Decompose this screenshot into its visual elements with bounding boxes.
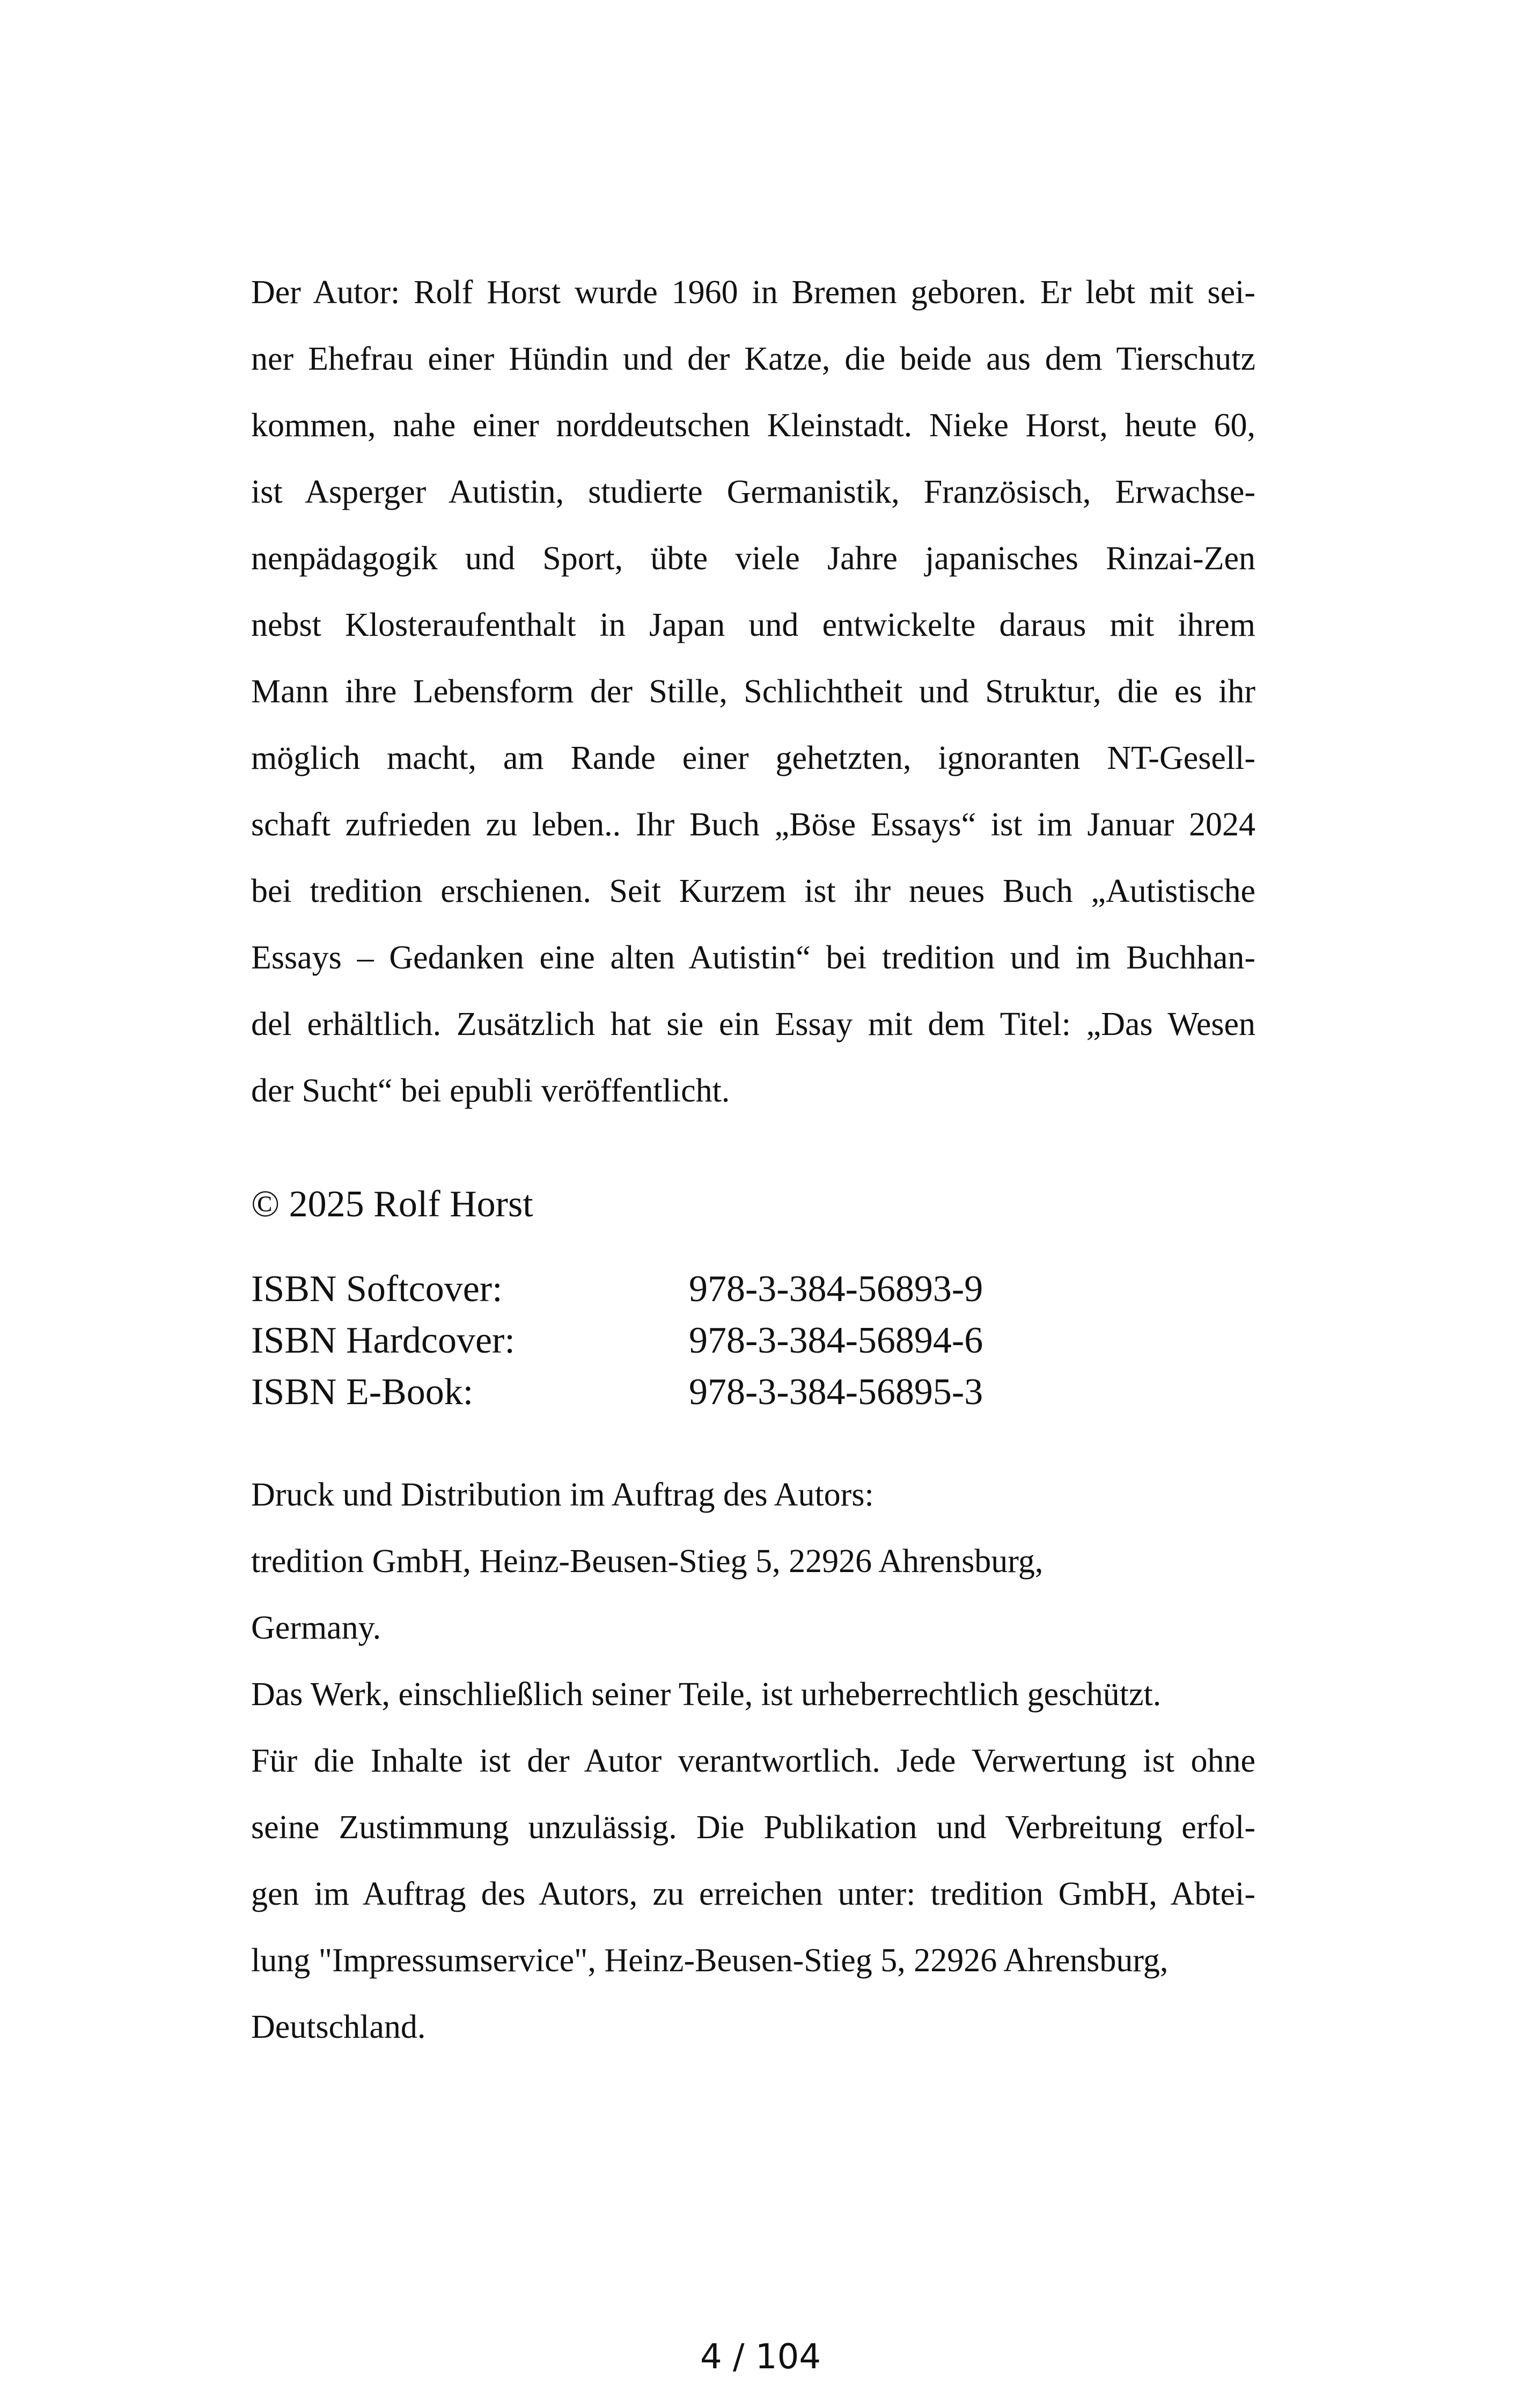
imprint-line: Druck und Distribution im Auftrag des Autors: xyxy=(251,1477,874,1513)
imprint-line: Germany. xyxy=(251,1610,381,1646)
bio-line: Der Autor: Rolf Horst wurde 1960 in Bremen geboren. Er lebt mit sei- xyxy=(251,274,1255,311)
imprint-line: lung "Impressumservice", Heinz-Beusen-Stieg 5, 22926 Ahrensburg, xyxy=(251,1942,1169,1979)
bio-line: schaft zufrieden zu leben.. Ihr Buch „Böse Essays“ ist im Januar 2024 xyxy=(251,806,1255,843)
imprint-line: Für die Inhalte ist der Autor verantwortlich. Jede Verwertung ist ohne xyxy=(251,1743,1255,1779)
imprint-line: Das Werk, einschließlich seiner Teile, ist urheberrechtlich geschützt. xyxy=(251,1676,1162,1713)
imprint-line: seine Zustimmung unzulässig. Die Publikation und Verbreitung erfol- xyxy=(251,1809,1255,1846)
isbn-label: ISBN E-Book: xyxy=(251,1371,474,1413)
bio-line: nenpädagogik und Sport, übte viele Jahre japanisches Rinzai-Zen xyxy=(251,540,1255,577)
bio-line: der Sucht“ bei epubli veröffentlicht. xyxy=(251,1073,730,1109)
isbn-value: 978-3-384-56894-6 xyxy=(689,1320,983,1361)
isbn-label: ISBN Softcover: xyxy=(251,1268,503,1310)
bio-line: del erhältlich. Zusätzlich hat sie ein Essay mit dem Titel: „Das Wesen xyxy=(251,1006,1255,1043)
imprint-line: gen im Auftrag des Autors, zu erreichen unter: tredition GmbH, Abtei- xyxy=(251,1876,1255,1912)
bio-line: Essays – Gedanken eine alten Autistin“ bei tredition und im Buchhan- xyxy=(251,939,1255,976)
bio-line: bei tredition erschienen. Seit Kurzem ist ihr neues Buch „Autistische xyxy=(251,873,1255,909)
isbn-value: 978-3-384-56895-3 xyxy=(689,1371,983,1413)
page-number: 4 / 104 xyxy=(700,2337,821,2377)
isbn-value: 978-3-384-56893-9 xyxy=(689,1268,983,1310)
bio-line: Mann ihre Lebensform der Stille, Schlichtheit und Struktur, die es ihr xyxy=(251,673,1255,710)
imprint-line: Deutschland. xyxy=(251,2009,426,2045)
bio-line: kommen, nahe einer norddeutschen Kleinstadt. Nieke Horst, heute 60, xyxy=(251,407,1255,444)
bio-line: ner Ehefrau einer Hündin und der Katze, die beide aus dem Tierschutz xyxy=(251,341,1255,377)
isbn-label: ISBN Hardcover: xyxy=(251,1320,515,1361)
imprint-line: tredition GmbH, Heinz-Beusen-Stieg 5, 22926 Ahrensburg, xyxy=(251,1543,1044,1580)
copyright-notice: © 2025 Rolf Horst xyxy=(251,1184,533,1225)
bio-line: möglich macht, am Rande einer gehetzten, ignoranten NT-Gesell- xyxy=(251,740,1255,776)
bio-line: nebst Klosteraufenthalt in Japan und entwickelte daraus mit ihrem xyxy=(251,607,1255,643)
bio-line: ist Asperger Autistin, studierte Germanistik, Französisch, Erwachse- xyxy=(251,474,1255,510)
